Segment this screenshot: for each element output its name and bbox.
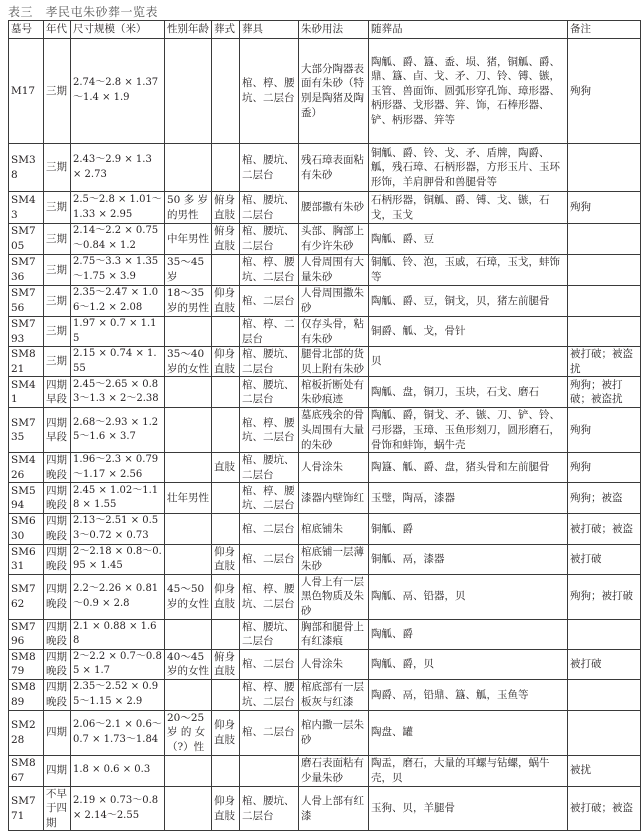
cell-tomb-id: SM756 bbox=[9, 286, 44, 317]
cell-grave-goods: 陶觚、爵、豆，铜戈，贝，猪左前腿骨 bbox=[369, 286, 568, 317]
cell-tomb-id: SM631 bbox=[9, 544, 44, 574]
cell-sex-age bbox=[165, 619, 212, 649]
cell-notes: 殉狗 bbox=[568, 453, 641, 483]
cell-coffin: 棺、二层台 bbox=[240, 544, 299, 574]
cell-period: 三期 bbox=[44, 317, 71, 347]
cell-period: 四期晚段 bbox=[44, 649, 71, 679]
cell-notes: 被打破 bbox=[568, 649, 641, 679]
table-row bbox=[9, 347, 641, 377]
cell-cinnabar-usage: 棺内撒一层朱砂 bbox=[299, 710, 369, 755]
cell-tomb-id: SM43 bbox=[9, 192, 44, 224]
table-row bbox=[9, 144, 641, 192]
cinnabar-burials-table bbox=[8, 20, 641, 831]
cell-dimensions: 1.97 × 0.7 × 1.15 bbox=[71, 317, 165, 347]
cell-tomb-id: SM630 bbox=[9, 514, 44, 544]
cell-tomb-id: SM736 bbox=[9, 255, 44, 286]
cell-sex-age bbox=[165, 755, 212, 786]
cell-dimensions: 2.5～2.8 × 1.01～1.33 × 2.95 bbox=[71, 192, 165, 224]
cell-tomb-id: SM771 bbox=[9, 786, 44, 831]
cell-coffin: 棺、腰坑、二层台 bbox=[240, 347, 299, 377]
table-row bbox=[9, 39, 641, 144]
cell-coffin: 棺、二层台 bbox=[240, 286, 299, 317]
cell-dimensions: 2.45 × 1.02～1.18 × 1.55 bbox=[71, 483, 165, 514]
cell-coffin: 棺、椁、腰坑、二层台 bbox=[240, 255, 299, 286]
cell-grave-goods: 陶盘、罐 bbox=[369, 710, 568, 755]
cell-period: 三期 bbox=[44, 286, 71, 317]
cell-dimensions: 2.13～2.51 × 0.53～0.72 × 0.73 bbox=[71, 514, 165, 544]
cell-sex-age: 18～35岁的男性 bbox=[165, 286, 212, 317]
header-notes: 备注 bbox=[568, 21, 641, 39]
cell-dimensions: 2.06～2.1 × 0.6～0.7 × 1.73～1.84 bbox=[71, 710, 165, 755]
header-dimensions: 尺寸规模（米） bbox=[71, 21, 165, 39]
cell-coffin: 棺、腰坑、二层台 bbox=[240, 453, 299, 483]
cell-grave-goods: 铜爵、觚、戈，骨针 bbox=[369, 317, 568, 347]
table-row bbox=[9, 408, 641, 453]
cell-coffin: 棺、二层台 bbox=[240, 649, 299, 679]
cell-coffin: 棺、腰坑、二层台 bbox=[240, 144, 299, 192]
cell-burial-posture: 俯身直肢 bbox=[212, 192, 240, 224]
cell-dimensions: 2.14～2.2 × 0.75～0.84 × 1.2 bbox=[71, 224, 165, 255]
cell-cinnabar-usage: 人骨上部有红漆 bbox=[299, 786, 369, 831]
cell-coffin: 棺、椁、腰坑、二层台 bbox=[240, 679, 299, 710]
cell-coffin: 棺、椁、二层台 bbox=[240, 317, 299, 347]
cell-notes: 殉狗 bbox=[568, 39, 641, 144]
cell-period: 四期晚段 bbox=[44, 544, 71, 574]
table-row bbox=[9, 755, 641, 786]
cell-period: 四期 bbox=[44, 755, 71, 786]
cell-notes: 殉狗；被打破；被盗扰 bbox=[568, 377, 641, 408]
cell-tomb-id: SM228 bbox=[9, 710, 44, 755]
cell-cinnabar-usage: 头部、胸部上有少许朱砂 bbox=[299, 224, 369, 255]
header-row bbox=[9, 21, 641, 39]
cell-period: 四期早段 bbox=[44, 377, 71, 408]
cell-grave-goods: 陶觚、盘，铜刀，玉块，石戈、磨石 bbox=[369, 377, 568, 408]
cell-period: 不早于四期 bbox=[44, 786, 71, 831]
cell-grave-goods: 铜觚、鬲，漆器 bbox=[369, 544, 568, 574]
cell-notes bbox=[568, 224, 641, 255]
table-row bbox=[9, 544, 641, 574]
cell-cinnabar-usage: 胸部和腿骨上有红漆痕 bbox=[299, 619, 369, 649]
cell-tomb-id: M17 bbox=[9, 39, 44, 144]
cell-notes bbox=[568, 619, 641, 649]
cell-dimensions: 2.19 × 0.73～0.8 × 2.14～2.55 bbox=[71, 786, 165, 831]
cell-dimensions: 2.68～2.93 × 1.25～1.6 × 3.7 bbox=[71, 408, 165, 453]
cell-cinnabar-usage: 人骨上有一层黑色物质及朱砂 bbox=[299, 574, 369, 619]
cell-sex-age bbox=[165, 39, 212, 144]
cell-cinnabar-usage: 墓底残余的骨头周围有大量的朱砂 bbox=[299, 408, 369, 453]
cell-coffin: 棺、腰坑、二层台 bbox=[240, 786, 299, 831]
cell-burial-posture bbox=[212, 144, 240, 192]
cell-period: 四期早段 bbox=[44, 408, 71, 453]
cell-period: 三期 bbox=[44, 144, 71, 192]
cell-cinnabar-usage: 人骨涂朱 bbox=[299, 649, 369, 679]
cell-grave-goods: 玉璧，陶鬲，漆器 bbox=[369, 483, 568, 514]
cell-dimensions: 2～2.18 × 0.8～0.95 × 1.45 bbox=[71, 544, 165, 574]
cell-burial-posture: 俯身直肢 bbox=[212, 224, 240, 255]
cell-grave-goods: 贝 bbox=[369, 347, 568, 377]
cell-grave-goods: 玉狗、贝，羊腿骨 bbox=[369, 786, 568, 831]
header-burial-posture: 葬式 bbox=[212, 21, 240, 39]
header-cinnabar-usage: 朱砂用法 bbox=[299, 21, 369, 39]
table-row bbox=[9, 483, 641, 514]
cell-sex-age bbox=[165, 408, 212, 453]
cell-tomb-id: SM889 bbox=[9, 679, 44, 710]
header-sex-age: 性别年龄 bbox=[165, 21, 212, 39]
cell-grave-goods: 陶簋、觚、爵、盘，猪头骨和左前腿骨 bbox=[369, 453, 568, 483]
cell-notes: 被扰 bbox=[568, 755, 641, 786]
cell-burial-posture bbox=[212, 255, 240, 286]
cell-tomb-id: SM426 bbox=[9, 453, 44, 483]
cell-coffin: 棺、椁、腰坑、二层台 bbox=[240, 574, 299, 619]
cell-sex-age bbox=[165, 453, 212, 483]
cell-tomb-id: SM705 bbox=[9, 224, 44, 255]
cell-tomb-id: SM867 bbox=[9, 755, 44, 786]
cell-burial-posture: 仰身直肢 bbox=[212, 347, 240, 377]
cell-burial-posture: 仰身直肢 bbox=[212, 786, 240, 831]
cell-coffin: 棺、腰坑、二层台 bbox=[240, 192, 299, 224]
cell-burial-posture bbox=[212, 755, 240, 786]
cell-burial-posture: 直肢 bbox=[212, 453, 240, 483]
cell-burial-posture: 仰身直肢 bbox=[212, 544, 240, 574]
table-row bbox=[9, 574, 641, 619]
cell-notes bbox=[568, 679, 641, 710]
cell-tomb-id: SM821 bbox=[9, 347, 44, 377]
cell-sex-age: 50 多 岁的男性 bbox=[165, 192, 212, 224]
cell-tomb-id: SM38 bbox=[9, 144, 44, 192]
cell-period: 四期晚段 bbox=[44, 679, 71, 710]
cell-sex-age: 中年男性 bbox=[165, 224, 212, 255]
cell-burial-posture bbox=[212, 619, 240, 649]
cell-notes: 被打破；被盗 bbox=[568, 786, 641, 831]
cell-cinnabar-usage: 仅存头骨，粘有朱砂 bbox=[299, 317, 369, 347]
cell-sex-age bbox=[165, 544, 212, 574]
table-row bbox=[9, 286, 641, 317]
cell-cinnabar-usage: 人骨周围撒朱砂 bbox=[299, 286, 369, 317]
cell-burial-posture bbox=[212, 317, 240, 347]
cell-burial-posture: 仰身直肢 bbox=[212, 710, 240, 755]
cell-period: 四期晚段 bbox=[44, 453, 71, 483]
cell-coffin: 棺、椁、腰坑、二层台 bbox=[240, 408, 299, 453]
cell-cinnabar-usage: 棺板折断处有朱砂痕迹 bbox=[299, 377, 369, 408]
cell-burial-posture bbox=[212, 377, 240, 408]
cell-dimensions: 1.96～2.3 × 0.79～1.17 × 2.56 bbox=[71, 453, 165, 483]
cell-burial-posture bbox=[212, 39, 240, 144]
cell-grave-goods: 陶爵、鬲，铅鼎、簋、觚，玉鱼等 bbox=[369, 679, 568, 710]
table-row bbox=[9, 649, 641, 679]
table-row bbox=[9, 619, 641, 649]
cell-dimensions: 2.35～2.52 × 0.95～1.15 × 2.9 bbox=[71, 679, 165, 710]
cell-dimensions: 2.74～2.8 × 1.37～1.4 × 1.9 bbox=[71, 39, 165, 144]
cell-notes bbox=[568, 710, 641, 755]
cell-notes: 殉狗 bbox=[568, 192, 641, 224]
cell-cinnabar-usage: 大部分陶器表面有朱砂（特别是陶猪及陶盉） bbox=[299, 39, 369, 144]
cell-coffin: 棺、二层台 bbox=[240, 710, 299, 755]
cell-grave-goods: 石柄形器，铜觚、爵、镈、戈、镞，石戈，玉戈 bbox=[369, 192, 568, 224]
cell-sex-age bbox=[165, 144, 212, 192]
table-row bbox=[9, 710, 641, 755]
cell-notes: 被打破；被盗扰 bbox=[568, 347, 641, 377]
cell-cinnabar-usage: 人骨周围有大量朱砂 bbox=[299, 255, 369, 286]
table-row bbox=[9, 453, 641, 483]
cell-grave-goods: 铜觚、爵、铃、戈、矛、盾牌，陶爵、觚，残石璋、石柄形器，方形玉片、玉环形饰，羊肩胛骨和兽腿骨等 bbox=[369, 144, 568, 192]
cell-burial-posture bbox=[212, 408, 240, 453]
cell-grave-goods: 陶觚、爵，贝 bbox=[369, 649, 568, 679]
cell-sex-age bbox=[165, 514, 212, 544]
cell-notes: 殉狗；被打破 bbox=[568, 574, 641, 619]
cell-sex-age bbox=[165, 679, 212, 710]
cell-tomb-id: SM793 bbox=[9, 317, 44, 347]
cell-grave-goods: 陶觚、爵，铜戈、矛、镞、刀、铲、铃、弓形器，玉璋、玉鱼形刻刀，圆形磨石，骨饰和蚌饰，蜗牛壳 bbox=[369, 408, 568, 453]
cell-grave-goods: 陶觚、爵、豆 bbox=[369, 224, 568, 255]
cell-grave-goods: 陶盂，磨石，大量的耳螺与钻螺，蜗牛壳，贝 bbox=[369, 755, 568, 786]
cell-grave-goods: 铜觚、铃、泡，玉戚，石璋，玉戈，蚌饰等 bbox=[369, 255, 568, 286]
cell-period: 三期 bbox=[44, 347, 71, 377]
cell-notes bbox=[568, 317, 641, 347]
cell-burial-posture bbox=[212, 483, 240, 514]
cell-dimensions: 2.2～2.26 × 0.81～0.9 × 2.8 bbox=[71, 574, 165, 619]
cell-coffin: 棺、椁、腰坑、二层台 bbox=[240, 483, 299, 514]
cell-dimensions: 1.8 × 0.6 × 0.3 bbox=[71, 755, 165, 786]
cell-burial-posture bbox=[212, 514, 240, 544]
cell-sex-age bbox=[165, 786, 212, 831]
table-row bbox=[9, 514, 641, 544]
header-grave-goods: 随葬品 bbox=[369, 21, 568, 39]
cell-burial-posture: 俯身直肢 bbox=[212, 649, 240, 679]
header-period: 年代 bbox=[44, 21, 71, 39]
cell-sex-age: 35～40岁的女性 bbox=[165, 347, 212, 377]
header-coffin: 葬具 bbox=[240, 21, 299, 39]
table-row bbox=[9, 317, 641, 347]
cell-coffin: 棺、腰坑、二层台 bbox=[240, 224, 299, 255]
table-row bbox=[9, 255, 641, 286]
cell-sex-age: 35～45岁 bbox=[165, 255, 212, 286]
cell-sex-age: 壮年男性 bbox=[165, 483, 212, 514]
cell-grave-goods: 陶觚、鬲、铅器，贝 bbox=[369, 574, 568, 619]
cell-grave-goods: 陶觚、爵、簋、盉、埙、猪，铜觚、爵、鼎、簋、卣、戈、矛、刀、铃、镈、镞，玉管、兽面饰、圆弧形穿孔饰、璋形器、柄形器、戈形器、笄、饰，石棒形器、铲、柄形器、笄等 bbox=[369, 39, 568, 144]
cell-notes: 殉狗 bbox=[568, 408, 641, 453]
table-row bbox=[9, 224, 641, 255]
cell-burial-posture: 仰身直肢 bbox=[212, 574, 240, 619]
cell-notes bbox=[568, 255, 641, 286]
cell-period: 三期 bbox=[44, 224, 71, 255]
cell-cinnabar-usage: 残石璋表面粘有朱砂 bbox=[299, 144, 369, 192]
cell-cinnabar-usage: 腰部撒有朱砂 bbox=[299, 192, 369, 224]
cell-coffin: 棺、腰坑、二层台 bbox=[240, 619, 299, 649]
table-row bbox=[9, 377, 641, 408]
header-tomb-id: 墓号 bbox=[9, 21, 44, 39]
cell-sex-age bbox=[165, 317, 212, 347]
cell-dimensions: 2.35～2.47 × 1.06～1.2 × 2.08 bbox=[71, 286, 165, 317]
cell-coffin: 棺、腰坑、二层台 bbox=[240, 377, 299, 408]
cell-tomb-id: SM762 bbox=[9, 574, 44, 619]
cell-cinnabar-usage: 磨石表面粘有少量朱砂 bbox=[299, 755, 369, 786]
cell-tomb-id: SM879 bbox=[9, 649, 44, 679]
table-title: 表三 孝民屯朱砂葬一览表 bbox=[8, 5, 159, 19]
cell-period: 三期 bbox=[44, 39, 71, 144]
cell-notes: 殉狗；被盗 bbox=[568, 483, 641, 514]
cell-notes: 被打破；被盗 bbox=[568, 514, 641, 544]
cell-notes bbox=[568, 144, 641, 192]
cell-notes: 被打破 bbox=[568, 544, 641, 574]
cell-cinnabar-usage: 棺底铺一层薄朱砂 bbox=[299, 544, 369, 574]
cell-period: 三期 bbox=[44, 192, 71, 224]
table-row bbox=[9, 192, 641, 224]
cell-coffin: 棺、二层台 bbox=[240, 514, 299, 544]
table-row bbox=[9, 679, 641, 710]
cell-grave-goods: 铜觚、爵 bbox=[369, 514, 568, 544]
cell-tomb-id: SM594 bbox=[9, 483, 44, 514]
cell-dimensions: 2.15 × 0.74 × 1.55 bbox=[71, 347, 165, 377]
cell-dimensions: 2.45～2.65 × 0.83～1.3 × 2～2.38 bbox=[71, 377, 165, 408]
cell-dimensions: 2～2.2 × 0.7～0.85 × 1.7 bbox=[71, 649, 165, 679]
cell-notes bbox=[568, 286, 641, 317]
cell-cinnabar-usage: 腿骨北部的货贝上附有朱砂 bbox=[299, 347, 369, 377]
cell-period: 四期晚段 bbox=[44, 514, 71, 544]
cell-sex-age: 40～45岁的女性 bbox=[165, 649, 212, 679]
table-row bbox=[9, 786, 641, 831]
cell-period: 四期晚段 bbox=[44, 574, 71, 619]
cell-period: 四期晚段 bbox=[44, 619, 71, 649]
cell-sex-age: 45～50岁的女性 bbox=[165, 574, 212, 619]
cell-dimensions: 2.75～3.3 × 1.35～1.75 × 3.9 bbox=[71, 255, 165, 286]
cell-tomb-id: SM41 bbox=[9, 377, 44, 408]
cell-coffin bbox=[240, 755, 299, 786]
cell-cinnabar-usage: 人骨涂朱 bbox=[299, 453, 369, 483]
cell-dimensions: 2.43～2.9 × 1.3 × 2.73 bbox=[71, 144, 165, 192]
cell-dimensions: 2.1 × 0.88 × 1.68 bbox=[71, 619, 165, 649]
cell-cinnabar-usage: 棺底铺朱 bbox=[299, 514, 369, 544]
cell-coffin: 棺、椁、腰坑、二层台 bbox=[240, 39, 299, 144]
cell-period: 四期 bbox=[44, 710, 71, 755]
cell-period: 四期晚段 bbox=[44, 483, 71, 514]
cell-burial-posture: 仰身直肢 bbox=[212, 286, 240, 317]
cell-burial-posture bbox=[212, 679, 240, 710]
cell-cinnabar-usage: 棺底部有一层板灰与红漆 bbox=[299, 679, 369, 710]
cell-sex-age bbox=[165, 377, 212, 408]
cell-cinnabar-usage: 漆器内壁饰红 bbox=[299, 483, 369, 514]
cell-tomb-id: SM796 bbox=[9, 619, 44, 649]
cell-sex-age: 20～25岁 的 女（?）性 bbox=[165, 710, 212, 755]
cell-period: 三期 bbox=[44, 255, 71, 286]
cell-tomb-id: SM735 bbox=[9, 408, 44, 453]
cell-grave-goods: 陶觚、爵 bbox=[369, 619, 568, 649]
